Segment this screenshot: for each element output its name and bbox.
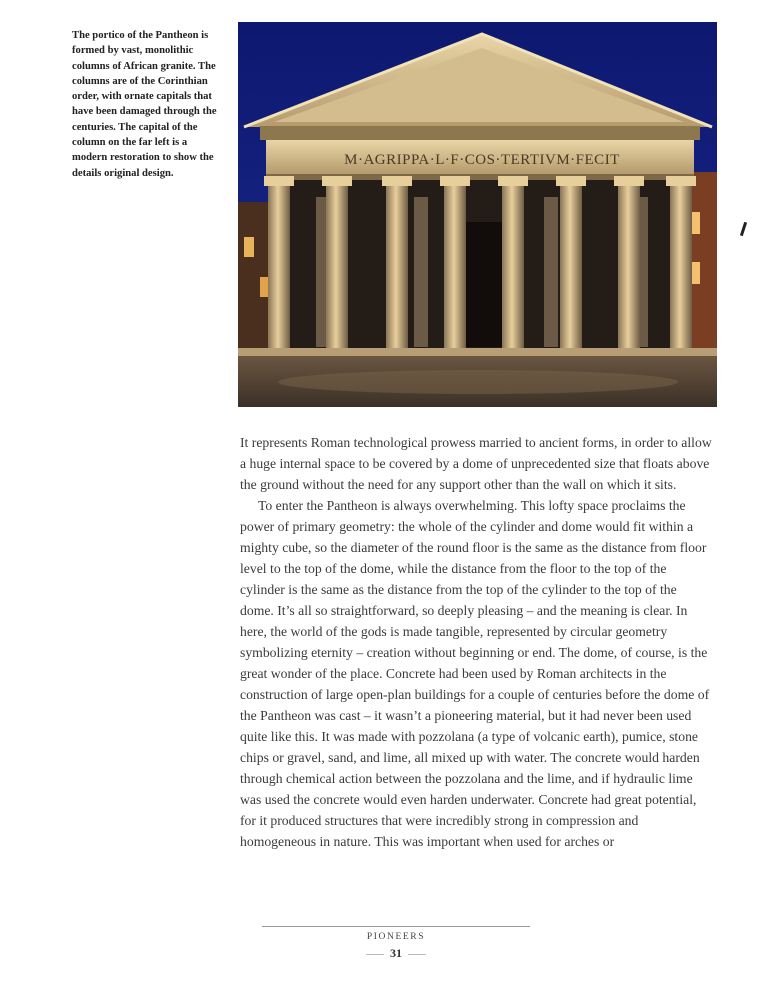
doorway: [460, 222, 508, 347]
pantheon-illustration: [238, 22, 717, 407]
stray-mark: [740, 222, 747, 236]
footer-rule: [262, 926, 530, 927]
running-footer-section: PIONEERS: [366, 932, 426, 942]
steps: [238, 348, 717, 356]
pantheon-photo: [238, 22, 717, 407]
photo-caption: [72, 28, 222, 181]
body-text: [240, 432, 712, 852]
cornice: [260, 126, 700, 140]
left-window: [244, 237, 254, 257]
body-paragraph: To enter the Pantheon is always overwhelming. This lofty space proclaims the power of primary geometry: the whole of the cylinder and dome would fit within a mighty cube, so the diameter of the round floor is the same as the distance from floor level to the top of the dome, while the distance from the floor to the top of the cylinder is the same as the distance from the top of the cylinder to the top of the dome. It’s all so straightforward, so deeply pleasing – and the meaning is clear. In here, the world of the gods is made tangible, represented by circular geometry symbolizing eternity – creation without beginning or end. The dome, of course, is the great wonder of the place. Concrete had been used by Roman architects in the construction of large open-plan buildings for a couple of centuries before the dome of the Pantheon was cast – it wasn’t a pioneering material, but it had never been used quite like this. It was made with pozzolana (a type of volcanic earth), pumice, stone chips or gravel, sand, and lime, all mixed up with water. The concrete would harden through chemical action between the pozzolana and the lime, and if hydraulic lime was used the concrete would even harden underwater. Concrete had great potential, for it produced structures that were incredibly strong in compression and homogeneous in nature. This was important when used for arches or: [240, 498, 710, 849]
caption-text: The portico of the Pantheon is formed by vast, monolithic columns of African granite. The columns are of the Corinthian order, with ornate capitals that have been damaged through the centuries. The capital of the column on the far left is a modern restoration to show the details original design.: [72, 30, 217, 179]
page-number-value: 31: [390, 946, 402, 960]
body-paragraph: It represents Roman technological prowess married to ancient forms, in order to allow a huge internal space to be covered by a dome of unprecedented size that floats above the ground without the need for any support other than the wall on which it sits.: [240, 435, 712, 492]
page-number: [262, 946, 530, 961]
portico-inscription: M·AGRIPPA·L·F·COS·TERTIVM·FECIT: [344, 152, 620, 168]
